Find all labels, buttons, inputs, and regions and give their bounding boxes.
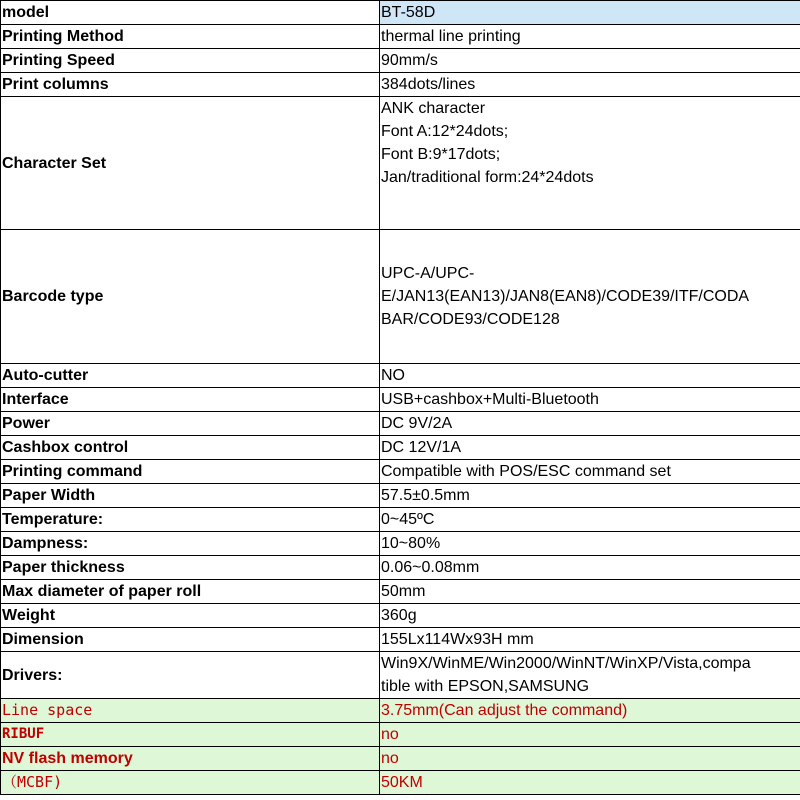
row-value (380, 652, 800, 699)
row-value: 50KM (380, 771, 800, 795)
table-row (1, 699, 800, 723)
table-row (1, 532, 800, 556)
row-label: Cashbox control (1, 436, 380, 460)
row-value (380, 97, 800, 230)
row-value (380, 230, 800, 364)
value-line: BAR/CODE93/CODE128 (381, 311, 560, 328)
row-value: USB+cashbox+Multi-Bluetooth (380, 388, 800, 412)
row-value: no (380, 723, 800, 747)
table-row (1, 580, 800, 604)
value-line: Jan/traditional form:24*24dots (381, 169, 594, 186)
row-value: 384dots/lines (380, 73, 800, 97)
row-label: Drivers: (1, 652, 380, 699)
table-row (1, 604, 800, 628)
value-line: E/JAN13(EAN13)/JAN8(EAN8)/CODE39/ITF/CODA (381, 288, 750, 305)
table-row (1, 230, 800, 364)
row-value: 3.75mm(Can adjust the command) (380, 699, 800, 723)
row-value: DC 9V/2A (380, 412, 800, 436)
row-label: Printing Method (1, 25, 380, 49)
row-value: 0.06~0.08mm (380, 556, 800, 580)
table-row (1, 1, 800, 25)
row-label: Printing Speed (1, 49, 380, 73)
table-row (1, 364, 800, 388)
row-value: BT-58D (380, 1, 800, 25)
row-label: Print columns (1, 73, 380, 97)
row-value: 10~80% (380, 532, 800, 556)
row-label: Paper Width (1, 484, 380, 508)
row-value: 57.5±0.5mm (380, 484, 800, 508)
table-row (1, 73, 800, 97)
value-line: tible with EPSON,SAMSUNG (381, 678, 590, 695)
table-row (1, 628, 800, 652)
row-value: NO (380, 364, 800, 388)
table-row (1, 747, 800, 771)
row-label: Temperature: (1, 508, 380, 532)
row-value: 360g (380, 604, 800, 628)
row-label: Dampness: (1, 532, 380, 556)
row-label: NV flash memory (1, 747, 380, 771)
table-row (1, 25, 800, 49)
value-line: Font B:9*17dots; (381, 146, 501, 163)
row-label: Printing command (1, 460, 380, 484)
table-row (1, 508, 800, 532)
table-row (1, 652, 800, 699)
value-line: Win9X/WinME/Win2000/WinNT/WinXP/Vista,compa (381, 655, 751, 672)
value-line: ANK character (381, 100, 486, 117)
row-value: 50mm (380, 580, 800, 604)
table-row (1, 97, 800, 230)
table-row (1, 771, 800, 795)
table-row (1, 412, 800, 436)
table-row (1, 484, 800, 508)
row-label: model (1, 1, 380, 25)
row-label: RIBUF (1, 723, 380, 747)
table-row (1, 436, 800, 460)
table-row (1, 49, 800, 73)
table-row (1, 460, 800, 484)
row-value: thermal line printing (380, 25, 800, 49)
row-label: Weight (1, 604, 380, 628)
row-value: no (380, 747, 800, 771)
row-value: 0~45ºC (380, 508, 800, 532)
row-label: Power (1, 412, 380, 436)
row-label: Max diameter of paper roll (1, 580, 380, 604)
row-label: Barcode type (1, 230, 380, 364)
row-label: Interface (1, 388, 380, 412)
value-line: Font A:12*24dots; (381, 123, 509, 140)
table-row (1, 388, 800, 412)
table-row (1, 723, 800, 747)
row-label: Paper thickness (1, 556, 380, 580)
table-row (1, 556, 800, 580)
row-value: 90mm/s (380, 49, 800, 73)
row-label: （MCBF) (1, 771, 380, 795)
row-label: Character Set (1, 97, 380, 230)
row-label: Line space (1, 699, 380, 723)
row-value: Compatible with POS/ESC command set (380, 460, 800, 484)
row-value: 155Lx114Wx93H mm (380, 628, 800, 652)
row-value: DC 12V/1A (380, 436, 800, 460)
row-label: Dimension (1, 628, 380, 652)
value-line: UPC-A/UPC- (381, 265, 475, 282)
row-label: Auto-cutter (1, 364, 380, 388)
